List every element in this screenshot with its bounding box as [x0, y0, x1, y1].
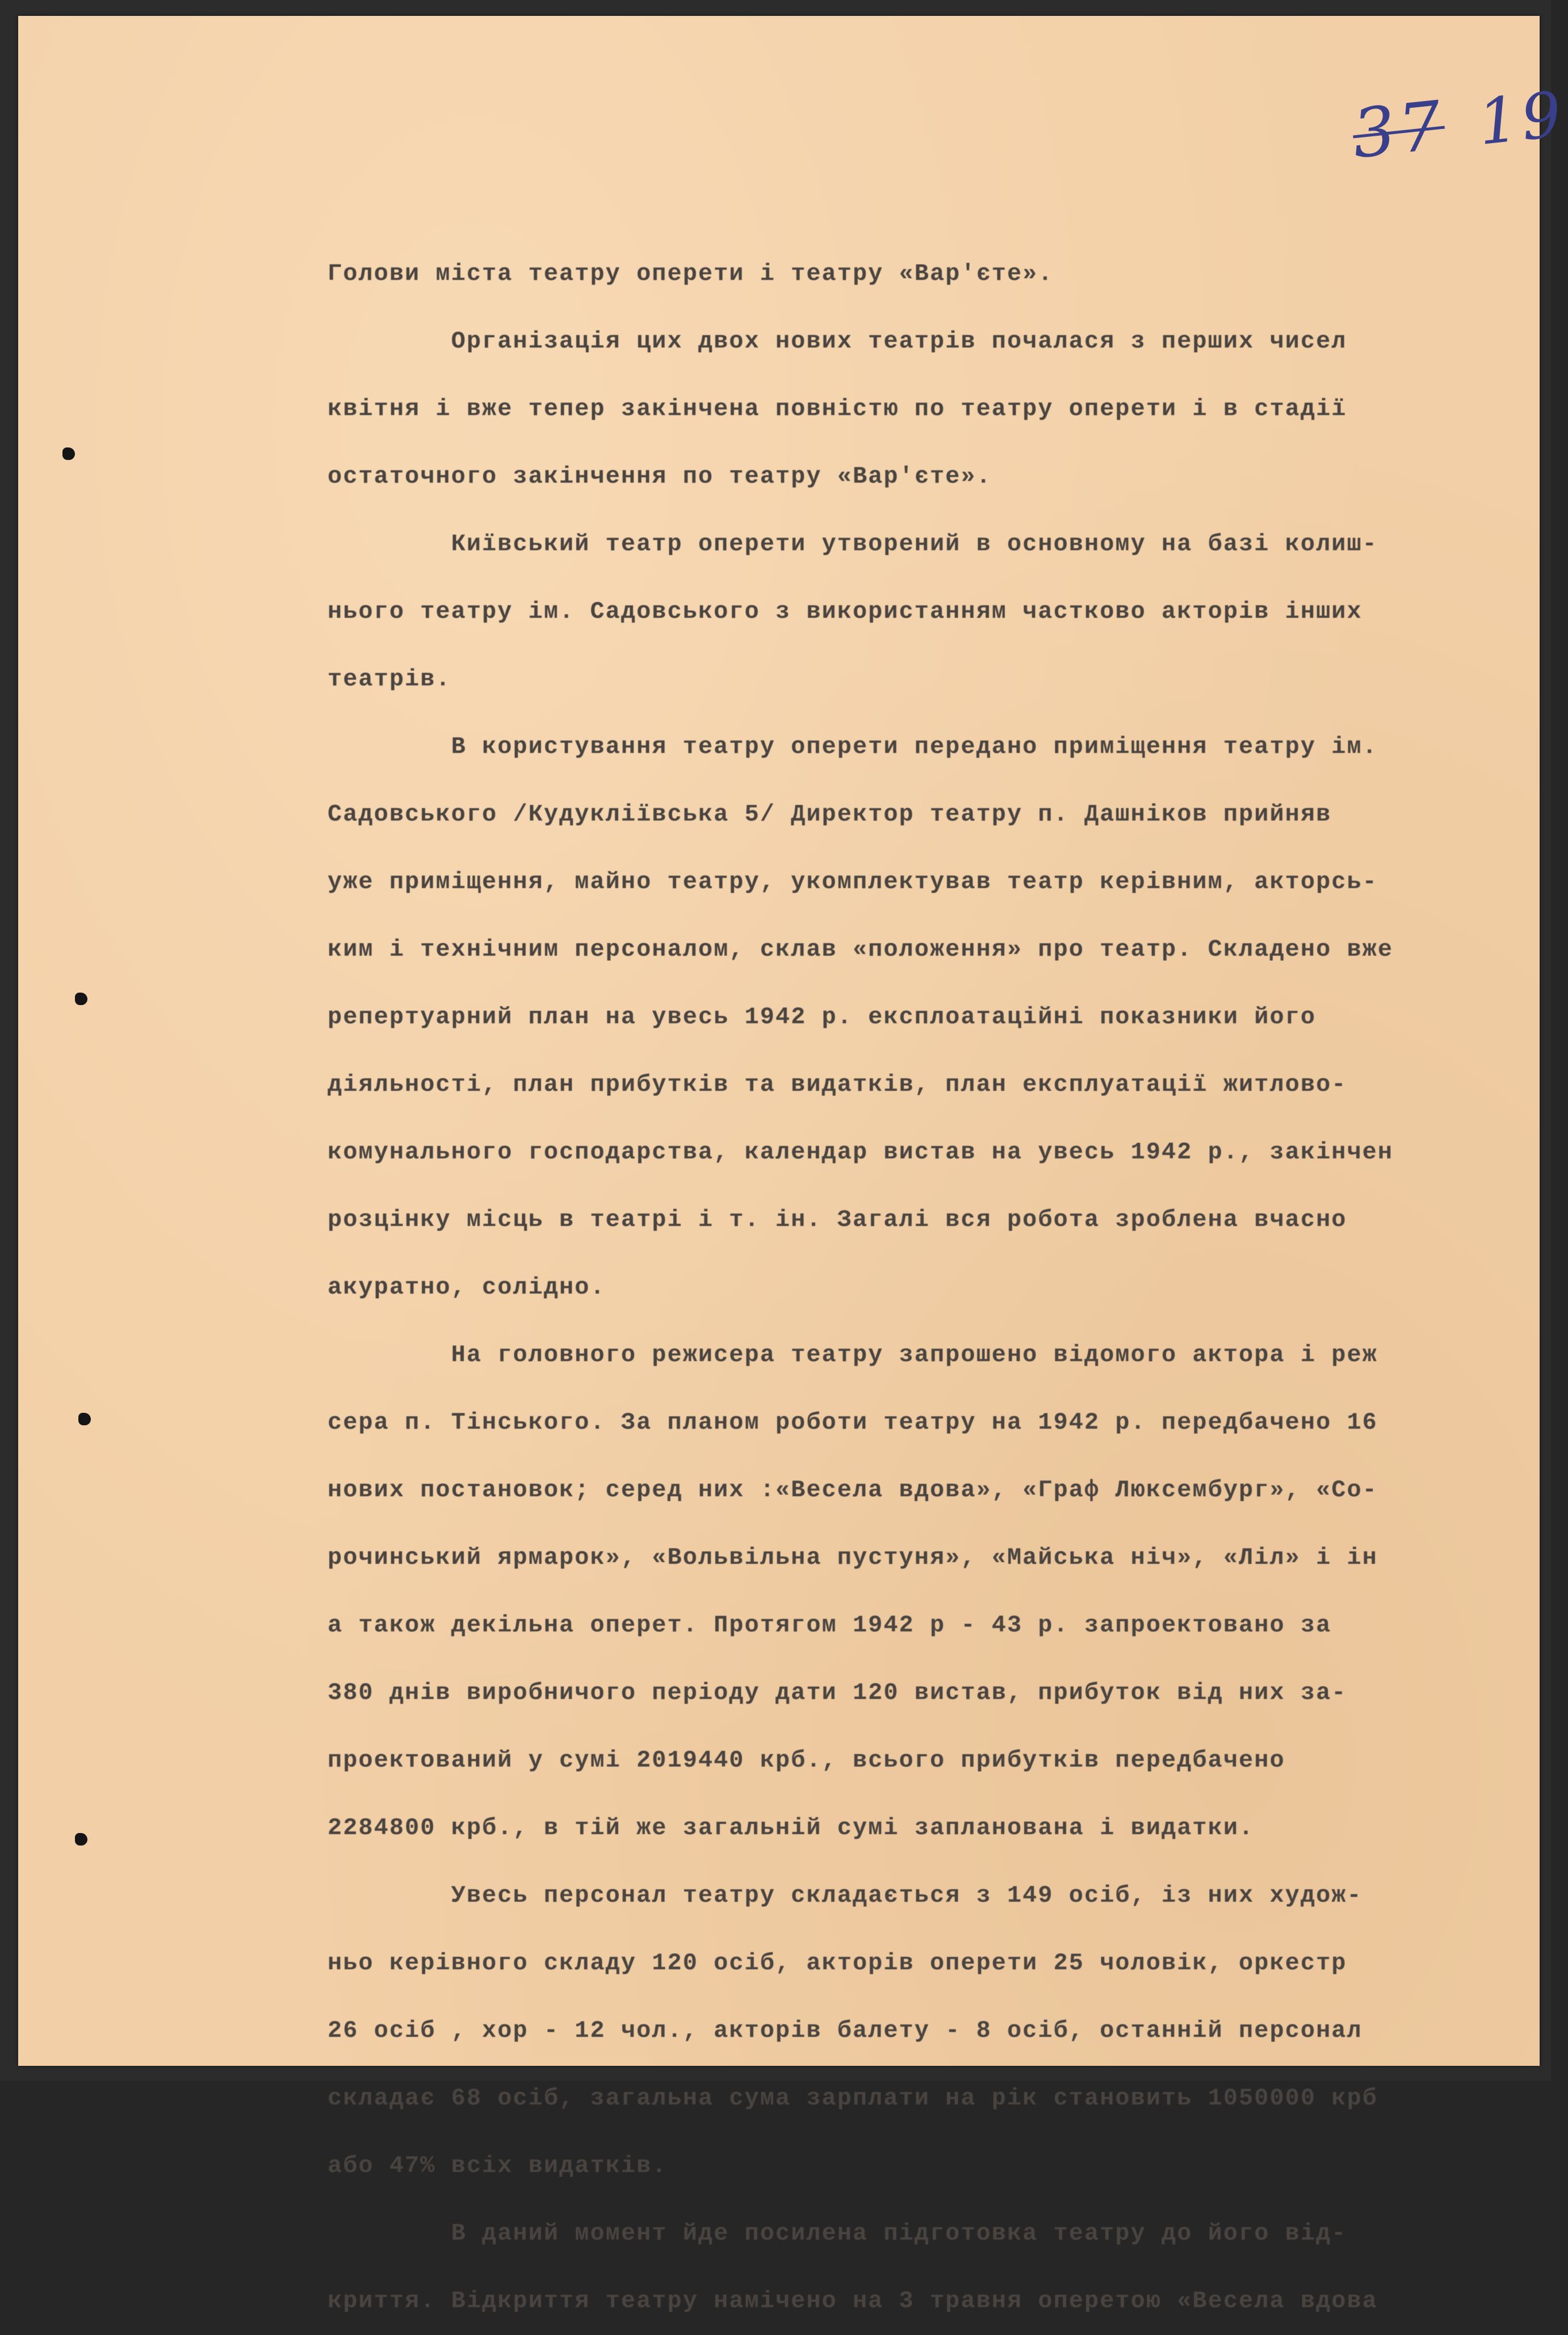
punch-hole	[78, 1413, 91, 1425]
text-line: Голови міста театру оперети і театру «Вар'єте».	[328, 260, 1054, 287]
text-line: квітня і вже тепер закінчена повністю по театру оперети і в стадії	[328, 395, 1347, 422]
text-line: Київський театр оперети утворений в основному на базі колиш-	[328, 530, 1378, 558]
text-line: театрів.	[328, 666, 451, 693]
page-number: 19	[1474, 77, 1568, 159]
text-line: акуратно, солідно.	[328, 1274, 606, 1301]
text-line: 26 осіб , хор - 12 чол., акторів балету - 8 осіб, останній персонал	[328, 2017, 1362, 2044]
text-line: рочинський ярмарок», «Вольвільна пустуня», «Майська ніч», «Ліл» і ін	[328, 1544, 1378, 1571]
text-line: В користування театру оперети передано приміщення театру ім.	[328, 733, 1378, 760]
text-line: Увесь персонал театру складається з 149 осіб, із них худож-	[328, 1882, 1362, 1909]
typed-text	[328, 240, 1537, 2335]
text-line: проектований у сумі 2019440 крб., всього прибутків передбачено	[328, 1747, 1285, 1774]
text-line: Садовського /Кудукліївська 5/ Директор театру п. Дашніков прийняв	[328, 801, 1332, 828]
text-line: або 47% всіх видатків.	[328, 2152, 668, 2179]
text-line: ньо керівного складу 120 осіб, акторів оперети 25 чоловік, оркестр	[328, 1949, 1347, 1977]
text-line: нових постановок; серед них :«Весела вдова», «Граф Люксембург», «Со-	[328, 1476, 1378, 1504]
text-line: комунального господарства, календар вистав на увесь 1942 р., закінчен	[328, 1139, 1394, 1166]
text-line: складає 68 осіб, загальна сума зарплати на рік становить 1050000 крб	[328, 2085, 1378, 2112]
text-line: остаточного закінчення по театру «Вар'єте».	[328, 463, 992, 490]
text-line: діяльності, план прибутків та видатків, план експлуатації житлово-	[328, 1071, 1347, 1098]
text-line: криття. Відкриття театру намічено на 3 травня оперетою «Весела вдова	[328, 2287, 1378, 2315]
text-line: а також декільна оперет. Протягом 1942 р - 43 р. запроектовано за	[328, 1612, 1332, 1639]
text-line: 2284800 крб., в тій же загальній сумі запланована і видатки.	[328, 1814, 1255, 1842]
punch-hole	[75, 1833, 87, 1846]
text-line: ким і технічним персоналом, склав «положення» про театр. Складено вже	[328, 936, 1394, 963]
text-line: нього театру ім. Садовського з використанням частково акторів інших	[328, 598, 1362, 625]
folio-number	[1349, 73, 1568, 173]
text-line: репертуарний план на увесь 1942 р. експлоатаційні показники його	[328, 1003, 1317, 1031]
text-line: В даний момент йде посилена підготовка театру до його від-	[328, 2220, 1347, 2247]
text-line: уже приміщення, майно театру, укомплектував театр керівним, акторсь-	[328, 868, 1378, 895]
text-line: сера п. Тінського. За планом роботи театру на 1942 р. передбачено 16	[328, 1409, 1378, 1436]
crossed-page-number: 37	[1348, 85, 1449, 174]
document-page	[18, 16, 1568, 2315]
text-line: розцінку місць в театрі і т. ін. Загалі вся робота зроблена вчасно	[328, 1206, 1347, 1233]
punch-hole	[75, 993, 87, 1005]
text-line: Організація цих двох нових театрів почалася з перших чисел	[328, 328, 1347, 355]
text-line: 380 днів виробничого періоду дати 120 вистав, прибуток від них за-	[328, 1679, 1347, 1706]
text-line: На головного режисера театру запрошено відомого актора і реж	[328, 1341, 1378, 1369]
punch-hole	[62, 447, 75, 460]
